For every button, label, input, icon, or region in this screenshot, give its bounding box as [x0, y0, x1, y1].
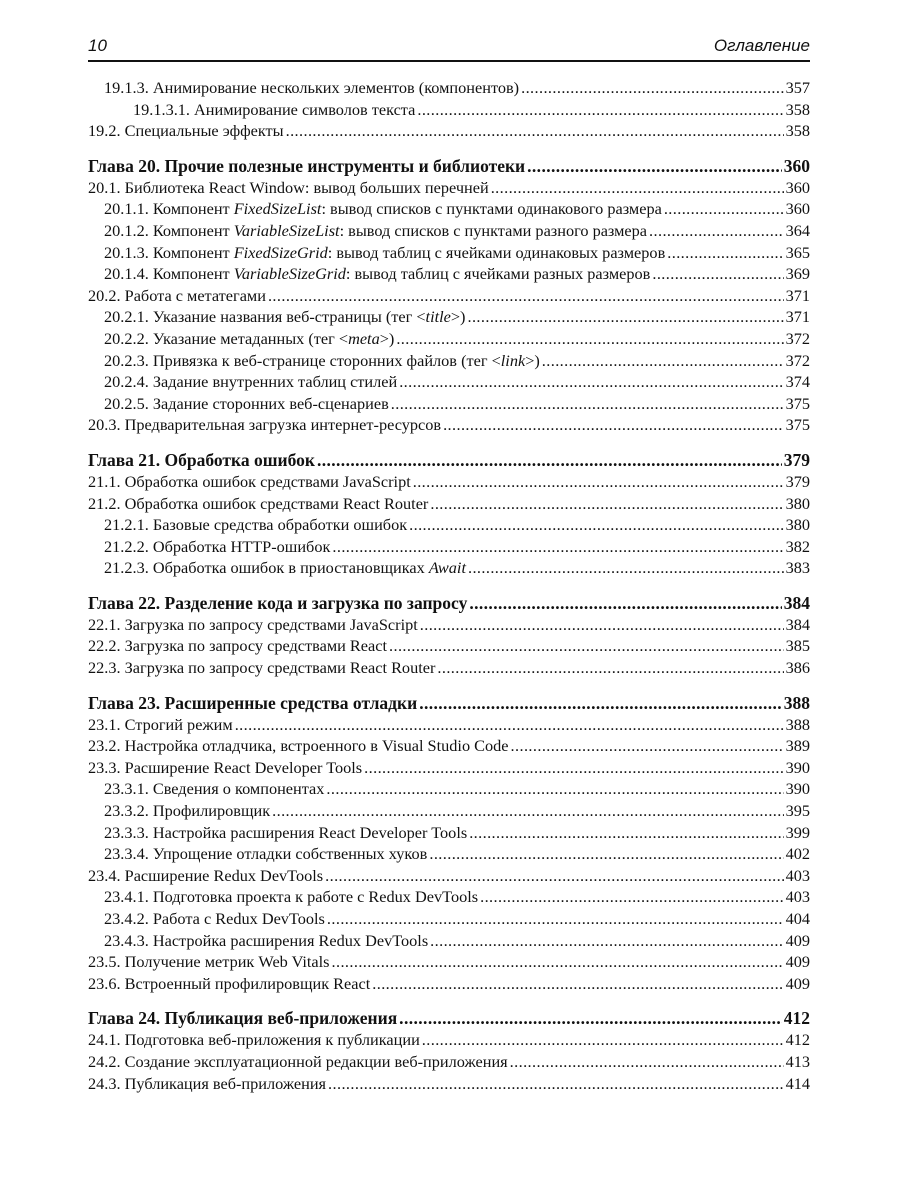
toc-entry-title-text: 20.2. Работа с метатегами [88, 285, 266, 305]
dot-leader [527, 155, 782, 177]
toc-entry-title-text: 20.2.5. Задание сторонних веб-сценариев [104, 393, 389, 413]
toc-entry[interactable] [88, 757, 810, 779]
toc-entry-title-text: 20.2.2. Указание метаданных (тег < [104, 328, 349, 348]
dot-leader [364, 757, 783, 779]
toc-entry[interactable] [88, 350, 810, 372]
running-title: Оглавление [713, 36, 810, 55]
toc-entry[interactable] [88, 657, 810, 679]
toc-entry-title-text: 24.1. Подготовка веб-приложения к публикации [88, 1030, 420, 1050]
toc-page-number: 395 [785, 801, 810, 821]
toc-page-number: 403 [785, 887, 810, 907]
toc-entry-title-text: 21.2.1. Базовые средства обработки ошибок [104, 515, 408, 535]
toc-entry[interactable] [88, 414, 810, 436]
toc-entry-title-text: 20.2.3. Привязка к веб-странице сторонних файлов (тег < [104, 350, 501, 370]
toc-page-number: 402 [785, 844, 810, 864]
toc-entry[interactable] [88, 973, 810, 995]
toc-entry-title-text: 20.1.4. Компонент [104, 264, 234, 284]
toc-entry-title-text: 21.2.3. Обработка ошибок в приостановщиках [104, 558, 429, 578]
toc-entry-title-text: 23.6. Встроенный профилировщик React [88, 973, 371, 993]
toc-chapter-entry[interactable] [88, 692, 810, 714]
dot-leader [317, 449, 782, 471]
toc-entry-title-text: 20.2.1. Указание названия веб-страницы (тег < [104, 307, 426, 327]
dot-leader [325, 865, 783, 887]
toc-entry[interactable] [88, 493, 810, 515]
toc-entry-title [88, 1029, 422, 1051]
toc-entry-title-italic: VariableSizeList [233, 220, 340, 240]
dot-leader [409, 514, 783, 536]
dot-leader [420, 614, 784, 636]
toc-entry[interactable] [88, 930, 810, 952]
toc-entry[interactable] [88, 99, 810, 121]
toc-page-number: 384 [783, 592, 810, 613]
toc-entry[interactable] [88, 1051, 810, 1073]
toc-entry-title [88, 1073, 328, 1095]
dot-leader [443, 414, 784, 436]
toc-entry-title [88, 973, 372, 995]
toc-entry-title-text: 20.1. Библиотека React Window: вывод больших перечней [88, 177, 489, 197]
toc-entry-title [88, 120, 286, 142]
toc-page-number: 358 [785, 121, 810, 141]
toc-entry-title [88, 536, 332, 558]
dot-leader [467, 306, 783, 328]
toc-entry-title [88, 865, 325, 887]
toc-entry-title-text: 20.2.4. Задание внутренних таблиц стилей [104, 372, 398, 392]
dot-leader [286, 120, 784, 142]
dot-leader [542, 350, 784, 372]
dot-leader [422, 1029, 784, 1051]
dot-leader [664, 198, 784, 220]
toc-entry-title [88, 886, 480, 908]
toc-entry-title-text: >) [379, 328, 395, 348]
toc-entry-title-italic: FixedSizeList [233, 199, 322, 219]
toc-page-number: 358 [785, 99, 810, 119]
toc-entry-title [88, 155, 527, 177]
dot-leader [326, 778, 783, 800]
toc-page-number: 404 [785, 909, 810, 928]
toc-page-number: 384 [785, 614, 810, 634]
toc-entry-title-text: Глава 21. Обработка ошибок [88, 449, 315, 470]
toc-entry-title [88, 371, 399, 393]
toc-entry-title-text: 23.3.3. Настройка расширения React Developer Tools [104, 822, 468, 842]
toc-entry-title-text: 22.2. Загрузка по запросу средствами React [88, 636, 387, 656]
toc-entry[interactable] [88, 1073, 810, 1095]
toc-page-number: 379 [785, 471, 810, 491]
toc-entry-title-text: 19.1.3. Анимирование нескольких элементов (компонентов) [104, 78, 520, 97]
toc-entry[interactable] [88, 908, 810, 930]
toc-entry-title-text: 23.4.3. Настройка расширения Redux DevTools [104, 930, 429, 950]
toc-entry-title-text: >) [525, 350, 540, 370]
toc-entry-title [88, 735, 511, 757]
toc-entry-title [88, 657, 437, 679]
dot-leader [491, 177, 784, 199]
toc-page-number: 412 [783, 1008, 810, 1029]
toc-entry-title-text: 23.3.4. Упрощение отладки собственных хуков [104, 844, 428, 864]
dot-leader [511, 735, 784, 757]
dot-leader [413, 471, 784, 493]
toc-entry[interactable] [88, 886, 810, 908]
dot-leader [332, 536, 783, 558]
toc-chapter-entry[interactable] [88, 449, 810, 471]
toc-entry[interactable] [88, 328, 810, 350]
dot-leader [332, 951, 784, 973]
toc-entry-title-text: >) [450, 307, 466, 327]
toc-entry-title [88, 557, 468, 579]
toc-entry-title-italic: link [500, 350, 526, 370]
toc-entry-title [88, 692, 419, 714]
toc-entry[interactable] [88, 951, 810, 973]
toc-entry[interactable] [88, 220, 810, 242]
toc-entry-title [88, 800, 272, 822]
toc-entry-title [88, 263, 652, 285]
toc-entry[interactable] [88, 635, 810, 657]
toc-entry[interactable] [88, 263, 810, 285]
toc-entry-title-text: 23.3.2. Профилировщик [104, 801, 271, 821]
page-header [88, 36, 810, 62]
toc-chapter-entry[interactable] [88, 1007, 810, 1029]
toc-entry-title-italic: FixedSizeGrid [233, 242, 328, 262]
toc-entry-title-text: 20.3. Предварительная загрузка интернет-ресурсов [88, 415, 442, 435]
toc-entry-title [88, 242, 667, 264]
toc-entry-title-text: : вывод таблиц с ячейками разных размеров [345, 264, 651, 284]
toc-entry-title [88, 493, 430, 515]
toc-entry-title-text: 24.3. Публикация веб-приложения [88, 1073, 327, 1093]
toc-page-number: 371 [785, 285, 810, 305]
dot-leader [391, 393, 784, 415]
toc-entry-title-text: 23.5. Получение метрик Web Vitals [88, 952, 330, 972]
toc-entry-title-text: 23.4.2. Работа с Redux DevTools [104, 909, 325, 928]
toc-entry-title [88, 306, 467, 328]
toc-entry[interactable] [88, 393, 810, 415]
toc-entry-title [88, 328, 396, 350]
toc-entry-title-text: 23.1. Строгий режим [88, 714, 233, 734]
toc-entry-title [88, 822, 469, 844]
toc-entry-title [88, 350, 542, 372]
toc-entry[interactable] [88, 120, 810, 142]
toc-entry-title [88, 99, 417, 121]
dot-leader [480, 886, 783, 908]
toc-entry[interactable] [88, 778, 810, 800]
toc-page-number: 360 [785, 177, 810, 197]
dot-leader [235, 714, 784, 736]
toc-entry[interactable] [88, 177, 810, 199]
dot-leader [268, 285, 784, 307]
toc-entry-title [88, 514, 409, 536]
dot-leader [649, 220, 784, 242]
toc-chapter-entry[interactable] [88, 155, 810, 177]
toc-page-number: 365 [785, 242, 810, 262]
toc-page-number: 364 [785, 220, 810, 240]
toc-page-number: 371 [785, 307, 810, 327]
toc-entry[interactable] [88, 865, 810, 887]
toc-page-number: 390 [785, 757, 810, 777]
toc-page-number: 389 [785, 736, 810, 756]
toc-entry-title [88, 77, 521, 99]
dot-leader [328, 1073, 784, 1095]
toc-entry-title-text: 23.4.1. Подготовка проекта к работе с Redux DevTools [104, 887, 479, 907]
toc-page-number: 372 [785, 328, 810, 348]
toc-entry-title-text: 22.1. Загрузка по запросу средствами JavaScript [88, 614, 418, 634]
dot-leader [389, 635, 784, 657]
toc-entry-title [88, 1051, 510, 1073]
dot-leader [417, 99, 783, 121]
toc-page-number: 375 [785, 415, 810, 435]
toc-page-number: 360 [785, 199, 810, 219]
toc-entry[interactable] [88, 371, 810, 393]
dot-leader [437, 657, 783, 679]
dot-leader [327, 908, 784, 930]
dot-leader [272, 800, 783, 822]
toc-entry-title-text: 23.3. Расширение React Developer Tools [88, 757, 363, 777]
dot-leader [396, 328, 783, 350]
toc-entry-title [88, 285, 268, 307]
toc-entry[interactable] [88, 198, 810, 220]
toc-entry-title-text: Глава 20. Прочие полезные инструменты и библиотеки [88, 155, 526, 176]
toc-entry-title [88, 177, 491, 199]
toc-page-number: 388 [783, 692, 810, 713]
dot-leader [521, 77, 783, 99]
toc-entry[interactable] [88, 843, 810, 865]
toc-entry-title-text: 19.1.3.1. Анимирование символов текста [133, 99, 416, 119]
toc-page-number: 375 [785, 393, 810, 413]
toc-page-number: 414 [785, 1073, 810, 1093]
dot-leader [399, 371, 783, 393]
toc-page-number: 360 [783, 155, 810, 176]
toc-page-number: 390 [785, 779, 810, 799]
toc-entry-title-text: 21.1. Обработка ошибок средствами JavaScript [88, 471, 411, 491]
toc-page-number: 409 [785, 952, 810, 972]
toc-entry[interactable] [88, 557, 810, 579]
toc-entry-title-text: : вывод таблиц с ячейками одинаковых размеров [327, 242, 666, 262]
toc-entry-title-text: 19.2. Специальные эффекты [88, 121, 284, 141]
toc-page-number: 399 [785, 822, 810, 842]
toc-entry-title [88, 635, 389, 657]
toc-entry-title-text: 20.1.1. Компонент [104, 199, 234, 219]
toc-entry-title [88, 930, 430, 952]
toc-entry[interactable] [88, 822, 810, 844]
toc-entry-title-text: 22.3. Загрузка по запросу средствами React Router [88, 658, 436, 678]
toc-entry-title-text: 21.2. Обработка ошибок средствами React Router [88, 493, 429, 513]
toc-entry[interactable] [88, 471, 810, 493]
toc-entry[interactable] [88, 714, 810, 736]
toc-entry-title-text: 21.2.2. Обработка HTTP-ошибок [104, 536, 331, 556]
toc-page-number: 379 [783, 449, 810, 470]
dot-leader [469, 592, 781, 614]
toc-entry-title-text: Глава 22. Разделение кода и загрузка по запросу [88, 592, 468, 613]
toc-entry[interactable] [88, 1029, 810, 1051]
toc-page-number: 412 [785, 1030, 810, 1050]
dot-leader [372, 973, 783, 995]
toc-page-number: 372 [785, 350, 810, 370]
page-number: 10 [88, 36, 107, 55]
toc-entry-title-text: 23.3.1. Сведения о компонентах [104, 779, 325, 799]
toc-entry-title-text: 20.1.3. Компонент [104, 242, 234, 262]
toc-page-number: 385 [785, 636, 810, 656]
toc-entry-title-italic: title [425, 307, 451, 327]
toc-page-number: 383 [785, 558, 810, 578]
toc-entry[interactable] [88, 77, 810, 99]
toc-entry[interactable] [88, 536, 810, 558]
toc-entry[interactable] [88, 242, 810, 264]
toc-entry-title [88, 414, 443, 436]
toc-entry-title-text: 23.4. Расширение Redux DevTools [88, 865, 324, 885]
toc-entry-title-text: : вывод списков с пунктами разного размера [339, 220, 648, 240]
toc-entry-title [88, 951, 332, 973]
toc-entry-title [88, 778, 326, 800]
toc-page-number: 388 [785, 714, 810, 734]
toc-page-number: 380 [785, 515, 810, 535]
toc-page-number: 374 [785, 372, 810, 392]
toc-entry-title-text: 24.2. Создание эксплуатационной редакции веб-приложения [88, 1051, 508, 1071]
toc-entry-title-text: 23.2. Настройка отладчика, встроенного в Visual Studio Code [88, 736, 509, 756]
toc-entry[interactable] [88, 800, 810, 822]
toc-entry-title-text: Глава 23. Расширенные средства отладки [88, 692, 418, 713]
toc-entry-title [88, 614, 420, 636]
toc-page-number: 386 [785, 658, 810, 678]
toc-entry[interactable] [88, 735, 810, 757]
toc-entry-title [88, 592, 469, 614]
toc-page-number: 413 [785, 1051, 810, 1071]
toc-page-number: 357 [785, 78, 810, 97]
dot-leader [469, 822, 783, 844]
toc-page-number: 409 [785, 930, 810, 950]
toc-chapter-entry[interactable] [88, 592, 810, 614]
toc-page-number: 409 [785, 973, 810, 993]
toc-page-number: 380 [785, 493, 810, 513]
toc-entry-title [88, 198, 664, 220]
toc-entry-title [88, 757, 364, 779]
dot-leader [510, 1051, 784, 1073]
toc-page-number: 369 [785, 264, 810, 284]
toc-entry-title [88, 1007, 399, 1029]
dot-leader [468, 557, 784, 579]
dot-leader [430, 493, 783, 515]
dot-leader [667, 242, 783, 264]
toc-entry-title-italic: meta [348, 328, 380, 348]
toc-entry-title [88, 714, 235, 736]
toc-entry-title [88, 393, 391, 415]
toc-page-number: 403 [785, 865, 810, 885]
toc-entry-title-italic: VariableSizeGrid [233, 264, 346, 284]
toc-entry-title [88, 471, 413, 493]
dot-leader [652, 263, 783, 285]
toc-entry-title-text: 20.1.2. Компонент [104, 220, 234, 240]
table-of-contents [88, 77, 810, 1094]
toc-entry-title-italic: Await [428, 558, 466, 578]
toc-entry-title [88, 843, 429, 865]
toc-entry[interactable] [88, 285, 810, 307]
toc-entry-title [88, 449, 317, 471]
dot-leader [419, 692, 782, 714]
dot-leader [399, 1007, 782, 1029]
toc-entry-title-text: : вывод списков с пунктами одинакового размера [321, 199, 662, 219]
dot-leader [429, 843, 783, 865]
toc-page-number: 382 [785, 536, 810, 556]
toc-entry[interactable] [88, 306, 810, 328]
toc-entry[interactable] [88, 514, 810, 536]
dot-leader [430, 930, 783, 952]
toc-entry-title [88, 908, 327, 930]
toc-entry[interactable] [88, 614, 810, 636]
toc-entry-title-text: Глава 24. Публикация веб-приложения [88, 1008, 398, 1029]
toc-entry-title [88, 220, 649, 242]
